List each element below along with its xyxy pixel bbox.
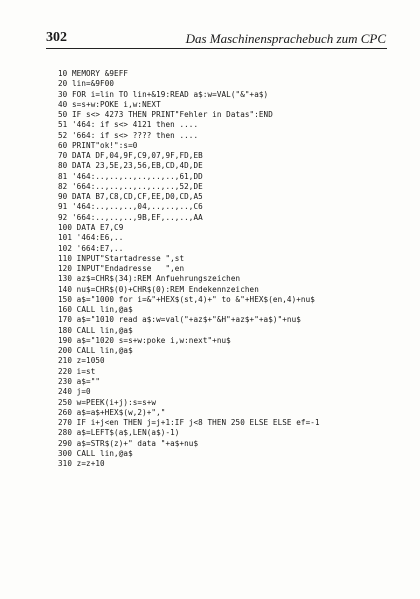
code-line: 90 DATA B7,C8,CD,CF,EE,D0,CD,A5 [58,192,203,202]
code-line: 140 nu$=CHR$(0)+CHR$(0):REM Endekennzeichen [58,284,259,294]
code-line: 260 a$=a$+HEX$(w,2)+"," [58,407,166,417]
code-line: 30 FOR i=lin TO lin+&19:READ a$:w=VAL("&"+a$) [58,89,269,99]
code-line: 130 az$=CHR$(34):REM Anfuehrungszeichen [58,274,241,284]
code-line: 102 '664:E7,.. [58,243,124,253]
running-title: Das Maschinensprachebuch zum CPC [185,31,386,46]
code-line: 150 a$="1000 for i=&"+HEX$(st,4)+" to &"+HEX$(en,4)+nu$ [58,294,315,304]
code-line: 250 w=PEEK(i+j):s=s+w [58,397,157,407]
code-line: 81 '464:..,..,..,..,..,..,61,DD [58,171,203,181]
code-line: 51 '464: if s<> 4121 then .... [58,120,199,130]
code-line: 200 CALL lin,@a$ [58,346,133,356]
code-line: 290 a$=STR$(z)+" data "+a$+nu$ [58,438,199,448]
code-line: 91 '464:..,..,..,04,..,..,..,C6 [58,202,203,212]
code-line: 10 MEMORY &9EFF [58,69,129,78]
basic-code-listing [58,69,388,469]
code-line: 70 DATA DF,04,9F,C9,07,9F,FD,EB [58,151,203,161]
code-line: 92 '664:..,..,..,9B,EF,..,..,AA [58,212,203,222]
code-line: 110 INPUT"Startadresse ",st [58,253,185,263]
code-line: 20 lin=&9F00 [58,79,115,89]
code-line: 50 IF s<> 4273 THEN PRINT"Fehler in Datas":END [58,110,273,120]
code-line: 190 a$="1020 s=s+w:poke i,w:next"+nu$ [58,335,231,345]
code-line: 52 '664: if s<> ???? then .... [58,130,199,140]
code-line: 210 z=1050 [58,356,105,366]
code-line: 170 a$="1010 read a$:w=val("+az$+"&H"+az$+"+a$)"+nu$ [58,315,301,325]
code-line: 82 '664:..,..,..,..,..,..,52,DE [58,181,203,191]
code-line: 240 j=0 [58,387,91,397]
code-line: 300 CALL lin,@a$ [58,448,133,458]
code-line: 60 PRINT"ok!":s=0 [58,140,138,150]
code-line: 100 DATA E7,C9 [58,222,124,232]
code-line: 270 IF i+j<en THEN j=j+1:IF j<8 THEN 250 ELSE ELSE ef=-1 [58,418,320,428]
code-line: 40 s=s+w:POKE i,w:NEXT [58,99,161,109]
page-number: 302 [46,30,67,45]
header-rule [46,48,387,49]
code-line: 280 a$=LEFT$(a$,LEN(a$)-1) [58,428,180,438]
code-line: 220 i=st [58,366,96,376]
code-line: 101 '464:E6,.. [58,233,124,243]
code-line: 120 INPUT"Endadresse ",en [58,264,185,274]
code-line: 160 CALL lin,@a$ [58,305,133,315]
code-line: 310 z=z+10 [58,459,105,469]
page-header [46,30,386,48]
code-line: 230 a$="" [58,376,101,386]
code-line: 180 CALL lin,@a$ [58,325,133,335]
code-line: 80 DATA 23,5E,23,56,EB,CD,4D,DE [58,161,203,171]
